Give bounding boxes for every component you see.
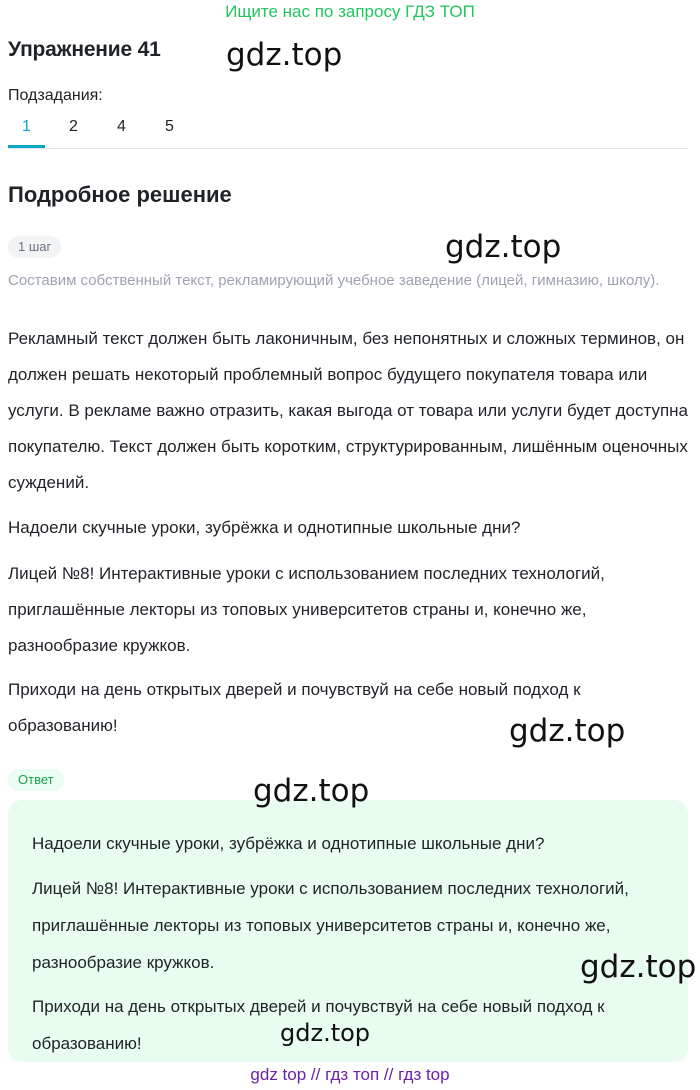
subtask-tab-1[interactable]: 1 <box>8 108 45 146</box>
subtask-tab-4[interactable]: 4 <box>117 118 126 135</box>
watermark: gdz.top <box>226 37 343 73</box>
subtask-tab-5[interactable]: 5 <box>165 118 174 135</box>
answer-badge: Ответ <box>8 769 64 791</box>
watermark: gdz.top <box>445 229 562 265</box>
footer-links[interactable]: gdz top // гдз топ // гдз top <box>250 1065 450 1084</box>
solution-paragraph: Рекламный текст должен быть лаконичным, без непонятных и сложных терминов, он должен решать некоторый проблемный вопрос будущего покупателя товара или услуги. В рекламе важно отразить, какая выгода от товара или услуги будет доступна покупателю. Текст должен быть коротким, структурированным, лишённым оценочных суждений. <box>8 329 688 492</box>
answer-paragraph: Приходи на день открытых дверей и почувствуй на себе новый подход к образованию! <box>32 997 605 1053</box>
watermark: gdz.top <box>253 773 370 809</box>
solution-paragraph: Приходи на день открытых дверей и почувствуй на себе новый подход к образованию! <box>8 680 581 735</box>
watermark: gdz.top <box>280 1019 371 1047</box>
subtask-tabs <box>8 108 688 149</box>
answer-paragraph: Надоели скучные уроки, зубрёжка и однотипные школьные дни? <box>32 834 545 853</box>
subtask-tab-2[interactable]: 2 <box>69 118 78 135</box>
solution-paragraph: Надоели скучные уроки, зубрёжка и однотипные школьные дни? <box>8 518 521 537</box>
search-hint-banner: Ищите нас по запросу ГДЗ ТОП <box>225 2 475 21</box>
answer-paragraph: Лицей №8! Интерактивные уроки с использованием последних технологий, приглашённые лекторы из топовых университетов страны и, конечно же, разнообразие кружков. <box>32 879 629 972</box>
watermark: gdz.top <box>509 713 626 749</box>
watermark: gdz.top <box>580 949 697 985</box>
subtasks-label: Подзадания: <box>8 87 103 104</box>
solution-paragraph: Лицей №8! Интерактивные уроки с использованием последних технологий, приглашённые лекторы из топовых университетов страны и, конечно же, разнообразие кружков. <box>8 564 605 655</box>
step-badge: 1 шаг <box>8 236 61 258</box>
task-hint: Составим собственный текст, рекламирующий учебное заведение (лицей, гимназию, школу). <box>8 272 660 289</box>
exercise-title: Упражнение 41 <box>8 38 161 61</box>
solution-title: Подробное решение <box>8 182 232 207</box>
